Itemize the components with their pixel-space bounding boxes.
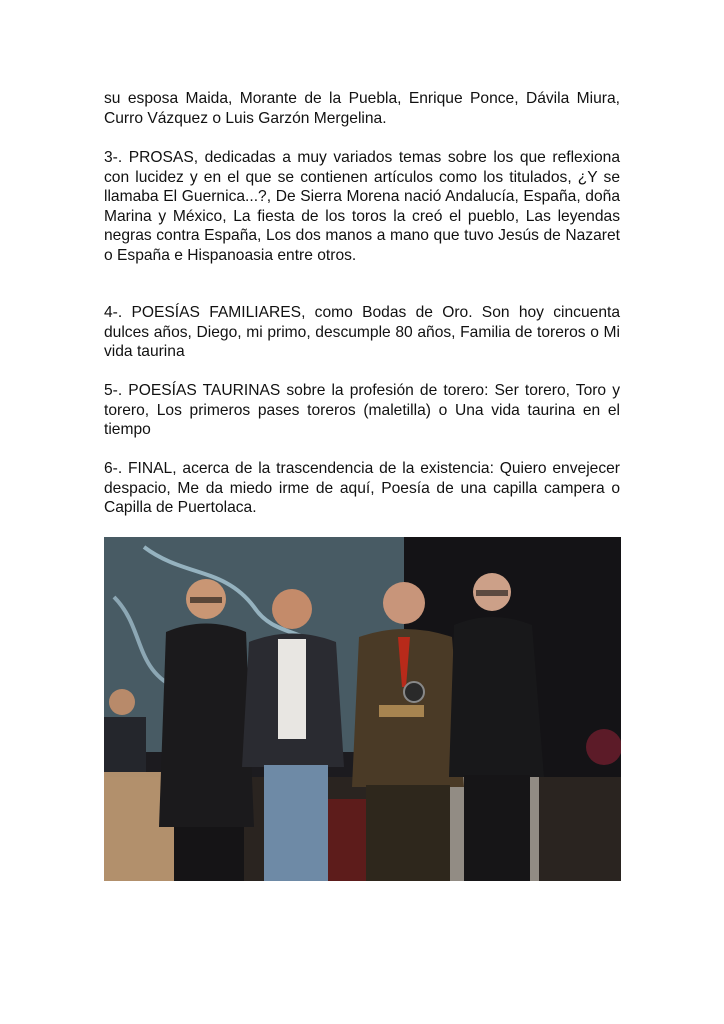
man-3-trousers [366,785,450,881]
award-ceremony-photo [104,537,621,881]
paragraph-text: , dedicadas a muy variados temas sobre los que reflexiona con lucidez y en el que se contienen artículos como los titulados, ¿Y se llamaba El Guernica...?, De Sierra Morena nació Andalucía, España, doña Marina y México, La fiesta de los toros la creó el pueblo, Las leyendas negras contra España, Los dos manos a mano que tuvo Jesús de Nazaret o España e Hispanoasia entre otros. [104,149,620,264]
paragraph-text: , acerca de la trascendencia de la existencia: Quiero envejecer despacio, Me da miedo irme de aquí, Poesía de una capilla campera o Capilla de Puertolaca. [104,460,620,517]
paragraph-prosas [104,148,620,266]
paragraph-poesias-taurinas [104,381,620,440]
man-2-shirt [278,639,306,739]
man-1-legs [174,827,244,881]
seated-person-body [104,717,146,772]
man-2-head [272,589,312,629]
paragraph-poesias-familiares [104,303,620,362]
paragraph-text: su esposa Maida, Morante de la Puebla, Enrique Ponce, Dávila Miura, Curro Vázquez o Luis Garzón Mergelina. [104,90,620,127]
man-1-glasses [190,597,222,603]
paragraph-heading: 3-. PROSAS [104,149,194,166]
man-1-coat [159,624,254,828]
paragraph-heading: 4-. POESÍAS FAMILIARES [104,304,302,321]
paragraph-text: , como Bodas de Oro. Son hoy cincuenta dulces años, Diego, mi primo, descumple 80 años, Familia de toreros o Mi vida taurina [104,304,620,361]
seated-person-head [109,689,135,715]
flower-arrangement [586,729,621,765]
paragraph-text: sobre la profesión de torero: Ser torero, Toro y torero, Los primeros pases toreros (maletilla) o Una vida taurina en el tiempo [104,382,620,439]
paragraph-guests [104,89,620,128]
man-3-head [383,582,425,624]
paragraph-heading: 5-. POESÍAS TAURINAS [104,382,281,399]
paragraph-final [104,459,620,518]
man-4-glasses [476,590,508,596]
award-ceremony-illustration [104,537,621,881]
award-trophy-icon [404,682,424,702]
award-plaque [379,705,424,717]
man-4-legs [464,775,530,881]
paragraph-heading: 6-. FINAL [104,460,173,477]
man-4-coat [449,617,544,777]
man-2-jeans [264,765,328,881]
